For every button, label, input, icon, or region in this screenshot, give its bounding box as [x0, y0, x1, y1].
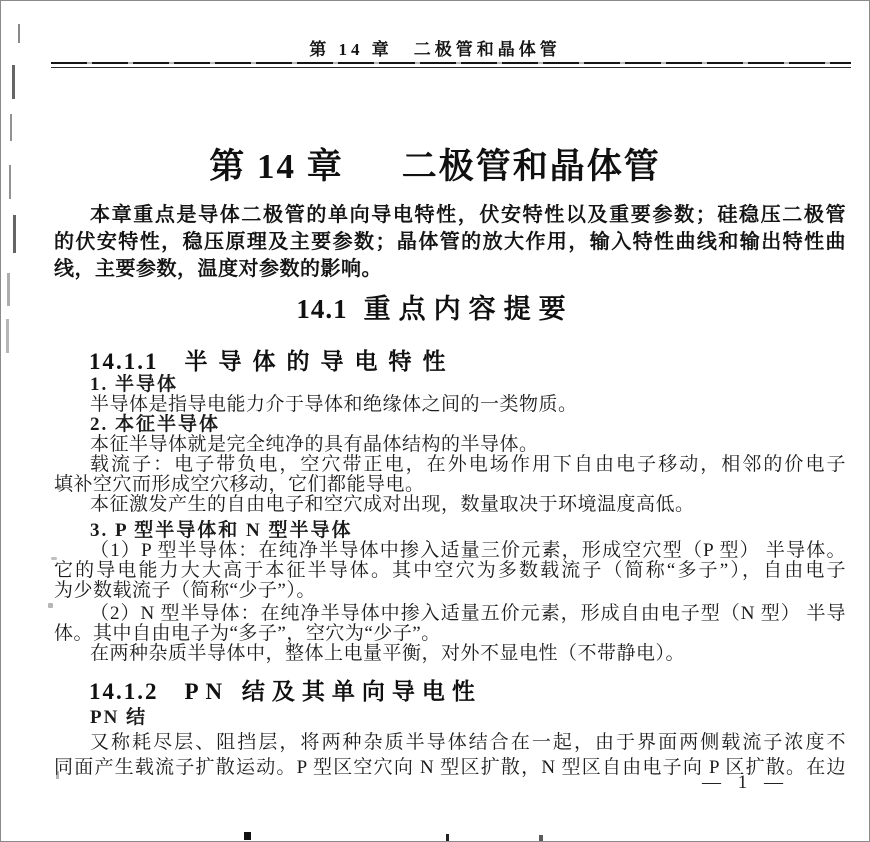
scan-artifact — [18, 24, 20, 43]
section-number: 14.1 — [296, 294, 348, 324]
subsection1-number: 14.1.1 — [89, 349, 159, 374]
header-rule-thin — [51, 67, 851, 68]
paragraph-line: （1）P 型半导体：在纯净半导体中掺入适量三价元素，形成空穴型（P 型） 半导体。 — [90, 540, 846, 561]
paragraph-line: 在两种杂质半导体中，整体上电量平衡，对外不显电性（不带静电）。 — [90, 643, 686, 664]
paragraph-line: 它的导电能力大大高于本征半导体。其中空穴为多数载流子（简称“多子”），自由电子 — [54, 560, 846, 581]
scan-artifact — [10, 114, 12, 141]
scan-artifact — [57, 484, 61, 490]
scan-artifact — [12, 65, 15, 99]
chapter-title — [1, 139, 869, 189]
scan-artifact — [244, 832, 251, 840]
scan-artifact — [6, 319, 9, 353]
page-number: — 1 — — [702, 772, 789, 793]
scan-artifact — [7, 273, 10, 306]
scan-artifact — [48, 603, 53, 608]
paragraph-line: 体。其中自由电子为“多子”，空穴为“少子”。 — [54, 623, 441, 644]
intro-line-3: 线，主要参数，温度对参数的影响。 — [54, 258, 382, 280]
paragraph-line: 本征激发产生的自由电子和空穴成对出现，数量取决于环境温度高低。 — [90, 494, 695, 515]
scan-artifact — [539, 835, 543, 841]
paragraph-line: （2）N 型半导体：在纯净半导体中掺入适量五价元素，形成自由电子型（N 型） 半导 — [90, 603, 846, 624]
item-heading-semiconductor: 1. 半导体 — [90, 374, 179, 395]
paragraph-line: 为少数载流子（简称“少子”）。 — [54, 580, 316, 601]
section-heading — [1, 287, 869, 326]
paragraph-line: 载流子：电子带负电，空穴带正电，在外电场作用下自由电子移动，相邻的价电子 — [90, 454, 846, 475]
intro-line-2: 的伏安特性，稳压原理及主要参数；晶体管的放大作用，输入特性曲线和输出特性曲 — [54, 231, 846, 253]
chapter-number: 第 14 章 — [209, 147, 344, 186]
running-header: 第 14 章 二极管和晶体管 — [309, 40, 561, 59]
paragraph-line: 填补空穴而形成空穴移动，它们都能导电。 — [54, 474, 425, 495]
scan-artifact — [446, 834, 449, 842]
scan-artifact — [51, 557, 57, 560]
intro-paragraph — [54, 202, 846, 283]
header-rule-thick — [51, 62, 851, 64]
paragraph-line: 又称耗尽层、阻挡层，将两种杂质半导体结合在一起，由于界面两侧载流子浓度不 — [90, 732, 846, 753]
intro-line-1: 本章重点是导体二极管的单向导电特性，伏安特性以及重要参数；硅稳压二极管 — [90, 204, 846, 226]
item-heading-pn-junction: PN 结 — [90, 707, 148, 728]
item-heading-p-n-type: 3. P 型半导体和 N 型半导体 — [90, 520, 353, 541]
paragraph-line: 同面产生载流子扩散运动。P 型区空穴向 N 型区扩散，N 型区自由电子向 P 区扩散。在边 — [54, 757, 846, 778]
scan-artifact — [9, 165, 11, 199]
item-heading-intrinsic: 2. 本征半导体 — [90, 414, 221, 435]
subsection2-number: 14.1.2 — [89, 679, 159, 704]
paragraph-line: 本征半导体就是完全纯净的具有晶体结构的半导体。 — [90, 434, 539, 455]
subsection1-body — [54, 375, 846, 664]
subsection-heading-1411 — [89, 343, 457, 376]
scan-artifact — [56, 771, 59, 779]
subsection2-body — [54, 705, 846, 780]
subsection1-name: 半导体的导电特性 — [184, 349, 457, 374]
section-name: 重点内容提要 — [363, 294, 574, 324]
scan-artifact — [13, 215, 16, 253]
paragraph-line: 半导体是指导电能力介于导体和绝缘体之间的一类物质。 — [90, 394, 578, 415]
chapter-name: 二极管和晶体管 — [401, 147, 661, 186]
subsection2-name: PN 结及其单向导电性 — [184, 679, 482, 704]
subsection-heading-1412 — [89, 673, 482, 706]
